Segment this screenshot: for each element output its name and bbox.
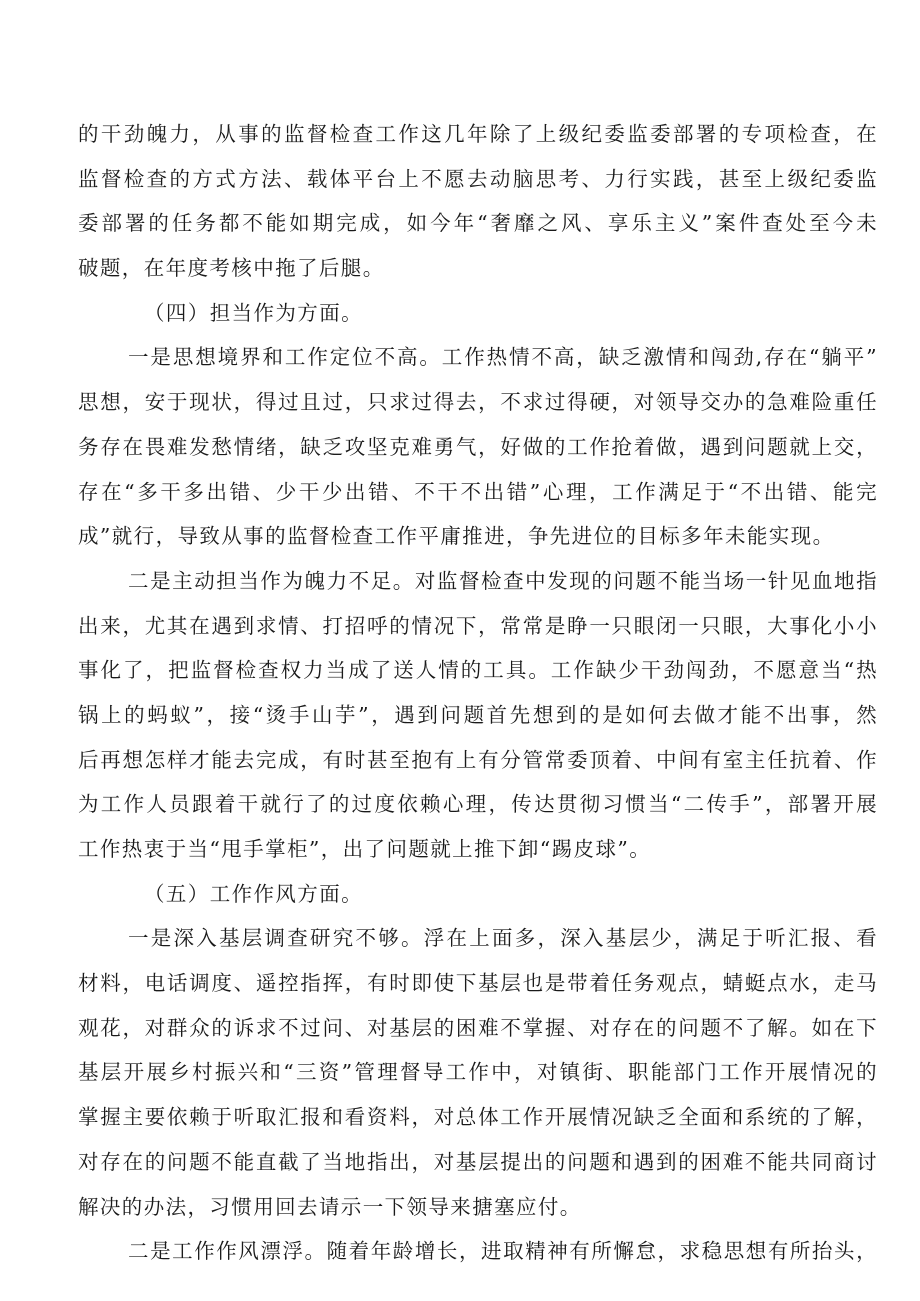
paragraph-line: 务存在畏难发愁情绪，缺乏攻坚克难勇气，好做的工作抢着做，遇到问题就上交， [78, 434, 878, 459]
section-heading-5: （五）工作作风方面。 [144, 881, 363, 906]
paragraph-line: 基层开展乡村振兴和“三资”管理督导工作中，对镇街、职能部门工作开展情况的 [78, 1060, 878, 1085]
paragraph-line: 后再想怎样才能去完成，有时甚至抱有上有分管常委顶着、中间有室主任抗着、作 [78, 747, 878, 772]
paragraph-line: 对存在的问题不能直截了当地指出，对基层提出的问题和遇到的困难不能共同商讨 [78, 1149, 878, 1174]
paragraph-line: 事化了，把监督检查权力当成了送人情的工具。工作缺少干劲闯劲，不愿意当“热 [78, 658, 878, 683]
paragraph-line: 监督检查的方式方法、载体平台上不愿去动脑思考、力行实践，甚至上级纪委监 [78, 166, 878, 191]
paragraph-line: 存在“多干多出错、少干少出错、不干不出错”心理，工作满足于“不出错、能完 [78, 479, 878, 504]
paragraph-line: 一是思想境界和工作定位不高。工作热情不高，缺乏激情和闯劲,存在“躺平” [128, 345, 878, 370]
paragraph-line: 成”就行，导致从事的监督检查工作平庸推进，争先进位的目标多年未能实现。 [78, 524, 835, 549]
paragraph-line: 出来，尤其在遇到求情、打招呼的情况下，常常是睁一只眼闭一只眼，大事化小小 [78, 613, 878, 638]
paragraph-line: 破题，在年度考核中拖了后腿。 [78, 256, 385, 281]
document-body [78, 112, 878, 1274]
section-heading-4: （四）担当作为方面。 [144, 300, 363, 325]
paragraph-line: 为工作人员跟着干就行了的过度依赖心理，传达贯彻习惯当“二传手”，部署开展 [78, 792, 878, 817]
paragraph-line: 观花，对群众的诉求不过问、对基层的困难不掌握、对存在的问题不了解。如在下 [78, 1015, 878, 1040]
paragraph-line: 二是主动担当作为魄力不足。对监督检查中发现的问题不能当场一针见血地指 [128, 568, 878, 593]
paragraph-line: 思想，安于现状，得过且过，只求过得去，不求过得硬，对领导交办的急难险重任 [78, 390, 878, 415]
paragraph-line: 工作热衷于当“甩手掌柜”，出了问题就上推下卸“踢皮球”。 [78, 837, 652, 861]
paragraph-line: 材料，电话调度、遥控指挥，有时即使下基层也是带着任务观点，蜻蜓点水，走马 [78, 971, 878, 996]
paragraph-line: 掌握主要依赖于听取汇报和看资料，对总体工作开展情况缺乏全面和系统的了解， [78, 1105, 878, 1130]
paragraph-line: 的干劲魄力，从事的监督检查工作这几年除了上级纪委监委部署的专项检查，在 [78, 122, 878, 146]
paragraph-line: 锅上的蚂蚁”，接“烫手山芋”，遇到问题首先想到的是如何去做才能不出事，然 [78, 702, 878, 727]
paragraph-line: 委部署的任务都不能如期完成，如今年“奢靡之风、享乐主义”案件查处至今未 [78, 211, 878, 236]
paragraph-line: 解决的办法，习惯用回去请示一下领导来搪塞应付。 [78, 1194, 582, 1219]
paragraph-line: 一是深入基层调查研究不够。浮在上面多，深入基层少，满足于听汇报、看 [128, 926, 878, 951]
paragraph-line: 二是工作作风漂浮。随着年龄增长，进取精神有所懈怠，求稳思想有所抬头， [128, 1239, 878, 1264]
